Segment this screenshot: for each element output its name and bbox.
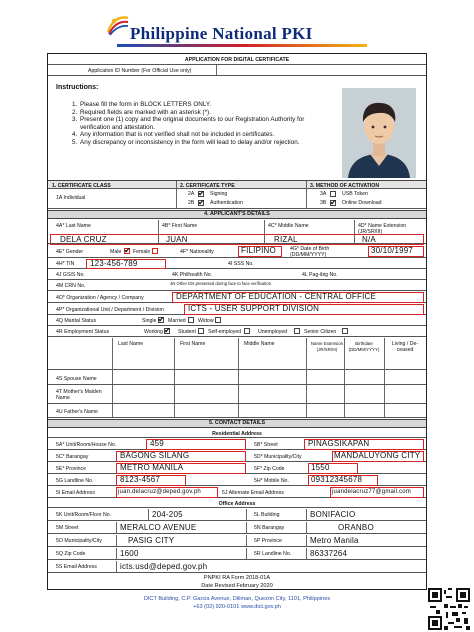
unit-value[interactable]: ICTS - USER SUPPORT DIVISION (188, 304, 320, 313)
building-value[interactable]: BONIFACIO (310, 510, 356, 519)
application-id-label: Application ID Number (For Official Use only) (88, 68, 192, 74)
authentication-checkbox[interactable] (198, 200, 204, 206)
instruction-item: 4. Any information that is not verified shall not be included in certificates. (72, 131, 275, 139)
instruction-item: 2. Required fields are marked with an asterisk (*). (72, 108, 211, 116)
section-1-title: 1. CERTIFICATE CLASS (52, 183, 111, 189)
single-checkbox[interactable] (158, 317, 164, 323)
form-revision: Date Revised February 2020 (201, 583, 273, 589)
office-unit-value[interactable]: 204-205 (152, 510, 183, 519)
unemployed-checkbox[interactable] (294, 328, 300, 334)
email-value[interactable]: juan.delacruz@deped.gov.ph (118, 489, 201, 495)
gsis-row: 4J GSIS No. 4K Philhealth No. 4L Pag-ibig No. (48, 270, 426, 280)
instruction-item: 3. Present one (1) copy and the original documents to our Registration Authority for verification and attestation. (72, 116, 305, 131)
logo-text: Philippine National PKI (130, 24, 313, 43)
mobile-value[interactable]: 09312345678 (311, 475, 363, 484)
office-email-value[interactable]: icts.usd@deped.gov.ph (120, 562, 208, 571)
section-5-title: 5. CONTACT DETAILS (48, 419, 426, 428)
alternate-email-value[interactable]: juandelacruz77@gmail.com (332, 489, 411, 495)
logo-underline (117, 44, 367, 47)
header (0, 0, 474, 50)
crn-row: 4M CRN No. 4N Other IDs presented during face to face verification (48, 281, 426, 291)
authentication-label: Authentication (210, 200, 243, 206)
tin-row: 4H* TIN 123-456-789 4I SSS No. (48, 259, 426, 269)
first-name-value[interactable]: JUAN (166, 235, 188, 244)
date-of-birth-value[interactable]: 30/10/1997 (371, 246, 414, 255)
father-row: 4U Father's Name (48, 405, 426, 418)
application-form (47, 53, 427, 590)
senior-citizen-checkbox[interactable] (342, 328, 348, 334)
nationality-value[interactable]: FILIPINO (241, 246, 276, 255)
widow-checkbox[interactable] (215, 317, 221, 323)
middle-name-value[interactable]: RIZAL (274, 235, 298, 244)
name-extension-value[interactable]: N/A (362, 235, 376, 244)
form-code: PNPKI RA Form 2018-01A (203, 575, 271, 581)
footer (47, 595, 427, 611)
qr-code-icon (428, 588, 470, 630)
employment-status-row: 4R Employment Status Working ✔ Student Self-employed Unemployed Senior Citizen (48, 327, 426, 337)
office-street-value[interactable]: MERALCO AVENUE (120, 523, 197, 532)
address-row-5i: 5I Email Address juan.delacruz@deped.gov.ph 5J Alternate Email Address juandelacruz77@gmail.com (48, 487, 426, 498)
office-city-value[interactable]: PASIG CITY (128, 536, 175, 545)
avatar (342, 88, 416, 178)
instruction-item: 1. Please fill the form in BLOCK LETTERS ONLY. (72, 101, 212, 108)
usb-token-label: USB Token (342, 191, 368, 197)
pnpki-logo-icon (106, 14, 130, 36)
office-row-5m: 5M Street MERALCO AVENUE 5N Barangay ORANBO (48, 522, 426, 534)
form-title-row (48, 54, 426, 65)
office-barangay-value[interactable]: ORANBO (338, 523, 374, 532)
office-row-5o: 5O Municipality/City PASIG CITY 5P Province Metro Manila (48, 535, 426, 547)
self-employed-checkbox[interactable] (244, 328, 250, 334)
signing-label: Signing (210, 191, 228, 197)
section-4-title: 4. APPLICANT'S DETAILS (48, 210, 426, 219)
student-checkbox[interactable] (198, 328, 204, 334)
marital-status-row: 4Q Marital Status Single ✔ Married Widow (48, 316, 426, 326)
section-3-title: 3. METHOD OF ACTIVATION (310, 183, 380, 189)
municipality-value[interactable]: MANDALUYONG CITY (334, 451, 421, 460)
unit-row: 4P* Organizational Unit / Department / Division ICTS - USER SUPPORT DIVISION (48, 304, 426, 315)
form-title: APPLICATION FOR DIGITAL CERTIFICATE (184, 57, 290, 63)
instructions-list (72, 101, 334, 147)
province-value[interactable]: METRO MANILA (120, 463, 184, 472)
organization-row: 4O* Organization / Agency / Company DEPARTMENT OF EDUCATION - CENTRAL OFFICE (48, 292, 426, 303)
class-individual-label: 1A Individual (56, 195, 86, 201)
section-2-title: 2. CERTIFICATE TYPE (180, 183, 235, 189)
street-value[interactable]: PINAGSIKAPAN (308, 439, 370, 448)
signing-checkbox[interactable] (198, 191, 204, 197)
tin-value[interactable]: 123-456-789 (90, 259, 138, 268)
unit-no-value[interactable]: 459 (150, 439, 164, 448)
mother-row: 4T Mother's Maiden Name (48, 386, 426, 404)
office-row-5s: 5S Email Address icts.usd@deped.gov.ph (48, 561, 426, 573)
usb-token-checkbox[interactable] (330, 191, 336, 197)
address-row-5c: 5C* Barangay BAGONG SILANG 5D* Municipality/City MANDALUYONG CITY (48, 451, 426, 462)
name-row: 4A* Last Name 4B* First Name 4C* Middle Name 4D* Name Extension (JR/SR/III) (48, 220, 426, 244)
office-row-5q: 5Q Zip Code 1600 5R Landline No. 86337264 (48, 548, 426, 560)
instruction-item: 5. Any discrepancy or inconsistency in the form will lead to delay and/or rejection. (72, 138, 300, 146)
instructions-title: Instructions: (56, 84, 99, 91)
office-zip-value[interactable]: 1600 (120, 549, 139, 558)
last-name-value[interactable]: DELA CRUZ (60, 235, 107, 244)
online-download-label: Online Download (342, 200, 382, 206)
landline-value[interactable]: 8123-4567 (120, 475, 161, 484)
working-checkbox[interactable] (164, 328, 170, 334)
office-row-5k: 5K Unit/Room/Floor No. 204-205 5L Building BONIFACIO (48, 509, 426, 521)
organization-value[interactable]: DEPARTMENT OF EDUCATION - CENTRAL OFFICE (176, 292, 377, 301)
application-id-row (48, 65, 426, 76)
footer-address: DICT Building, C.P. Garcia Avenue, Diliman, Quezon City, 1101, Philippines (143, 596, 331, 602)
office-landline-value[interactable]: 86337264 (310, 549, 348, 558)
gender-row: 4E* Gender Male ✔ Female 4F* Nationality FILIPINO 4G* Date of Birth (DD/MM/YYYY) 30/10/1997 (48, 245, 426, 258)
residential-header: Residential Address (48, 429, 426, 438)
male-checkbox[interactable] (124, 248, 130, 254)
certificate-options-row: 1A Individual 2A ✔ Signing 2B ✔ Authentication 3A USB Token 3B ✔ Online Download (48, 189, 426, 209)
spouse-row: 4S Spouse Name (48, 371, 426, 385)
barangay-value[interactable]: BAGONG SILANG (120, 451, 190, 460)
office-header: Office Address (48, 499, 426, 508)
footer-contact: +63 (02) 920-0101 www.dict.gov.ph (193, 604, 281, 610)
online-download-checkbox[interactable] (330, 200, 336, 206)
address-row-5e: 5E* Province METRO MANILA 5F* Zip Code 1550 (48, 463, 426, 474)
married-checkbox[interactable] (188, 317, 194, 323)
address-row-5a: 5A* Unit/Room/House No. 459 5B* Street PINAGSIKAPAN (48, 439, 426, 450)
family-table-header: Last Name First Name Middle Name Name Extension (JR/SR/III) Birthdate (DD/MM/YYYY) Living / De-ceased (48, 338, 426, 370)
applicant-photo (342, 88, 416, 178)
certificate-header-row (48, 180, 426, 189)
zip-code-value[interactable]: 1550 (311, 463, 330, 472)
female-checkbox[interactable] (152, 248, 158, 254)
address-row-5g: 5G Landline No. 8123-4567 5H* Mobile No. 09312345678 (48, 475, 426, 486)
office-province-value[interactable]: Metro Manila (310, 536, 359, 545)
